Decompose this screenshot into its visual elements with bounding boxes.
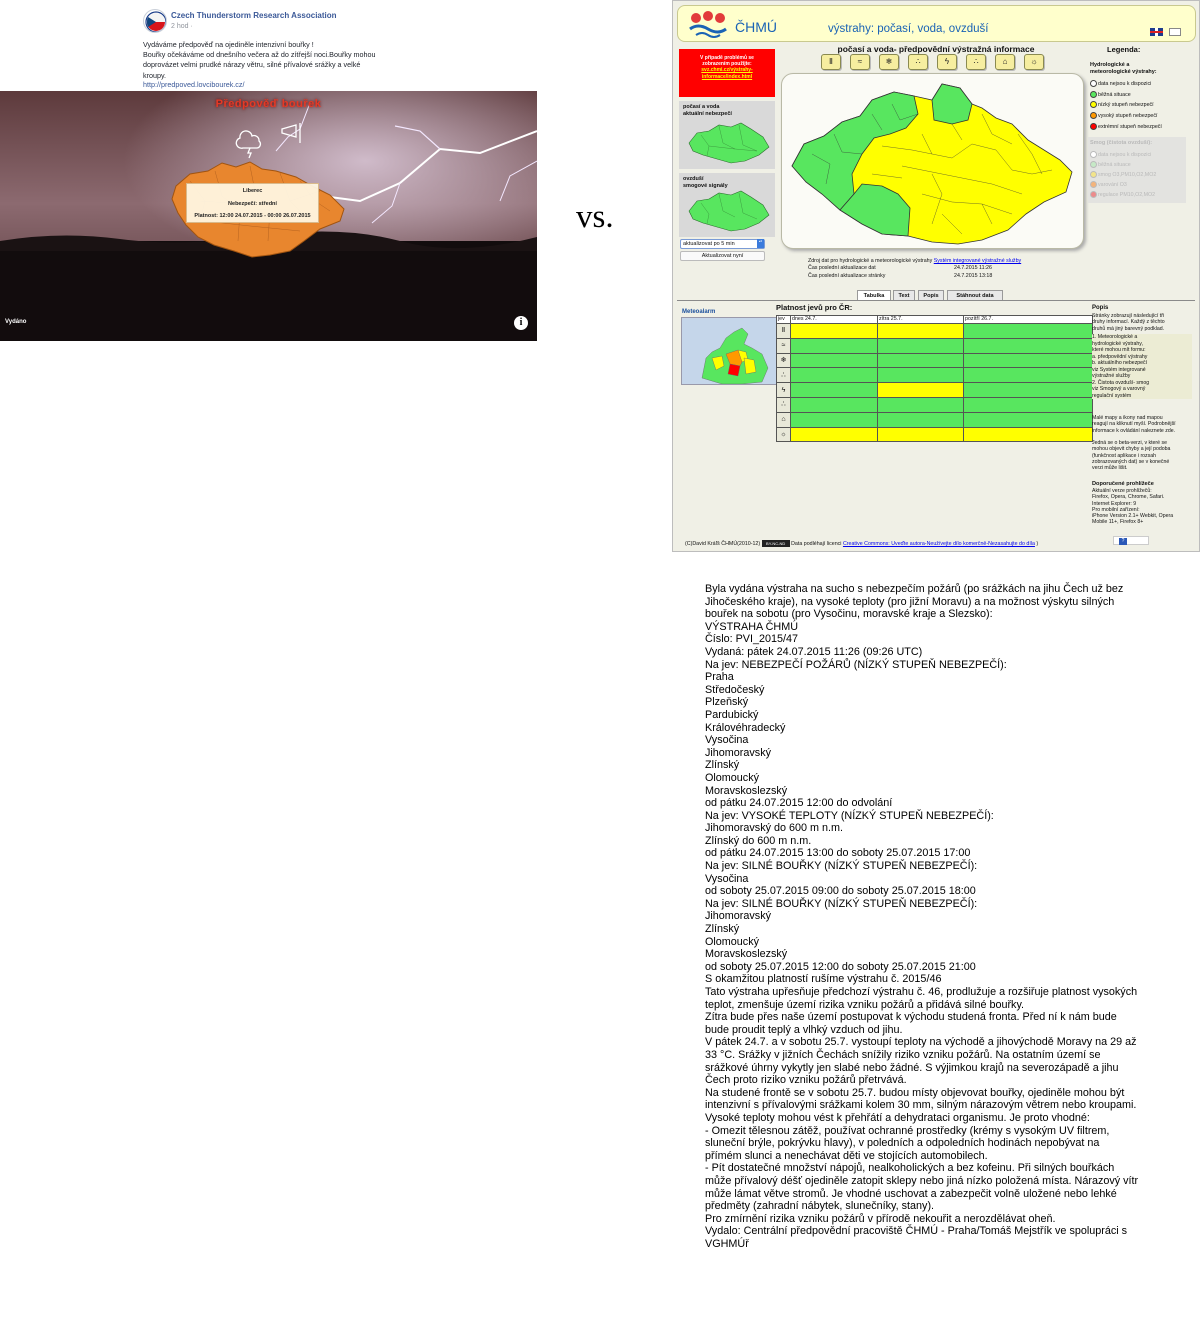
- description-line: Jedná se o beta-verzi, v které se: [1092, 440, 1167, 447]
- bulletin-line: - Pít dostatečné množství nápojů, nealkoholických a bez kofeinu. Při silných bouřkách: [705, 1162, 1115, 1175]
- tab-download[interactable]: Stáhnout data: [947, 290, 1003, 301]
- col-header: jev: [777, 316, 791, 324]
- lightning-icon[interactable]: ϟ: [937, 54, 957, 70]
- fire-icon[interactable]: ☼: [777, 427, 791, 442]
- wind-icon[interactable]: ≈: [850, 54, 870, 70]
- forecast-validity: Platnost: 12:00 24.07.2015 - 00:00 26.07.2015: [194, 213, 311, 219]
- last-data-update-value: 24.7.2015 11:26: [954, 265, 992, 271]
- rain-icon[interactable]: ∴: [966, 54, 986, 70]
- description-line: viz Smogový a varovný: [1092, 386, 1146, 392]
- description-line: 2. Čistota ovzduší- smog: [1092, 379, 1150, 386]
- bulletin-line: Vydalo: Centrální předpovědní pracoviště ČHMÚ - Praha/Tomáš Mejstřík ve spolupráci s: [705, 1225, 1128, 1238]
- status-cell[interactable]: [964, 427, 1093, 442]
- video-player[interactable]: [0, 91, 537, 341]
- table-header-row: [777, 316, 1093, 324]
- bulletin-line: Jihomoravský do 600 m n.m.: [705, 822, 844, 835]
- bulletin-line: od pátku 24.07.2015 13:00 do soboty 25.07.2015 17:00: [705, 847, 971, 860]
- site-footer: (C)David Kráľš ČHMÚ(2010-12) BY-NC-ND Data podléhají licenci Creative Commons: Uveďte autora-Neužívejte dílo komerčně-Nezasahujte do díla ): [685, 540, 1039, 547]
- chmu-logo[interactable]: [688, 9, 728, 39]
- post-text-line: Vydáváme předpověď na ojediněle intenzivní bouřky !: [143, 40, 314, 49]
- bulletin-line: Pardubický: [705, 708, 759, 721]
- legend-heading: Hydrologické a meteorologické výstrahy:: [1090, 62, 1157, 75]
- legend-dot: [1090, 101, 1097, 108]
- description-line: Malé mapy a ikony nad mapou: [1092, 415, 1163, 421]
- legend-dot: [1090, 91, 1097, 98]
- map-title: počasí a voda- předpovědní výstražná informace: [837, 44, 1035, 54]
- bulletin-line: intenzivní s přívalovými srážkami kolem 30 mm, silným nárazovým větrem nebo kroupami.: [705, 1099, 1137, 1112]
- description-line: regulační systém: [1092, 392, 1132, 399]
- mail-icon[interactable]: [1169, 28, 1181, 36]
- bulletin-line: bude proudit teplý a vlhký vzduch od jihu.: [705, 1023, 903, 1036]
- table-row: [777, 324, 1093, 339]
- legend-dot: [1090, 123, 1097, 130]
- description-line: viz Systém integrované: [1092, 366, 1146, 373]
- forecast-info-box: [186, 183, 319, 223]
- thermometer-icon[interactable]: Ⅱ: [777, 324, 791, 339]
- post-text-line: Bouřky očekáváme od dnešního večera až do zítřejší noci.Bouřky mohou: [143, 50, 376, 60]
- bulletin-line: Čech proto riziko vzniku požárů přetrvává.: [705, 1074, 907, 1087]
- description-line: zobrazovaných dat) se v konečné: [1092, 459, 1170, 466]
- description-more: [1092, 415, 1192, 472]
- browsers-list: [1092, 488, 1192, 526]
- tab-description[interactable]: Popis: [918, 290, 944, 301]
- thermometer-icon[interactable]: Ⅱ: [821, 54, 841, 70]
- data-source-row: Zdroj dat pro hydrologické a meteorologické výstrahy Systém integrované výstražné služby: [808, 258, 1022, 264]
- site-name: ČHMÚ: [735, 19, 777, 35]
- status-cell[interactable]: [964, 353, 1093, 368]
- bulletin-line: Moravskoslezský: [705, 948, 788, 961]
- legend-dot: [1090, 80, 1097, 87]
- table-row: [777, 383, 1093, 398]
- video-caption: Vydáno: [5, 319, 27, 325]
- status-cell[interactable]: [878, 397, 964, 412]
- bulletin-line: Zlínský: [705, 759, 740, 772]
- bulletin-line: - Omezit tělesnou zátěž, používat ochranné prostředky (krémy s vysokým UV filtrem,: [705, 1124, 1110, 1137]
- display-problem-box: [679, 49, 775, 97]
- chmu-screenshot: ČHMÚ výstrahy: počasí, voda, ovzduší V případě problémů se zobrazením použijte: svz.chmi.cz/výstrahy- informace/index.html počasí a voda aktuální nebezpečí ovzduší smogové signály aktualizovat po 5 min ▴▾ Aktualizovat nyní počasí a voda- předpovědní výstražná informace Ⅱ ≈ ❄ ∴ ϟ ∴ ⌂ ☼ Legenda: Hydrologické a meteorologické výstrahy: data nejsou k dispozici běžná situace nízký stupeň nebezpečí vysoký stupeň nebezpečí extrémní stupeň nebezpečí Smog (čistota ovzduší): data nejsou k dispozici běžná situace smog O3,PM10,O2,MO2 varování O3 regulace PM10,O2,MO2 Zdroj dat pro hydrologické a meteorologické výstrahy Systém integrované výstražné služby Čas poslední aktualizace dat 24.7.2015 11:26 Čas poslední aktualizace stránky 24.7.2015 13:18 Tabulka Text Popis Stáhnout data Meteoalarm Platnost jevů pro ČR: jev dnes 24.7. zítra 25.7. pozítří 26.7. Ⅱ ≈ ❄ ∴ ϟ ∴ ⌂ ☼ Popis Stránky zobrazují následující tři druhy informací. Každý z těchto druhů má jiný barevný podklad. 1. Meteorologické a hydrologické výstrahy, které mohou mít formu: a. předpovědní výstrahy b. aktuálního nebezpečí viz Systém integrované výstražné služby 2. Čistota ovzduší- smog viz Smogový a varovný regulační systém Malé mapy a ikony nad mapou reagují na kliknutí myší. Podrobnější informace k ovládání naleznete zde. Jedná se o beta-verzi, v které se mohou objevit chyby a její podoba (funkčnost aplikace i rozsah zobrazovaných dat) se v konečné verzi může lišit. Doporučené prohlížeče Aktuální verze prohlížečů: Firefox, Opera, Chrome, Safari. Internet Explorer: 9 Pro mobilní zařízení: iPhone Version 2.1+ Webkit, Opera Mobile 11+, Firefox 8+ (C)David Kráľš ČHMÚ(2010-12) BY-NC-ND Data podléhají licenci Creative Commons: Uveďte autora-Neužívejte dílo komerčně-Nezasahujte do díla ) ?: [672, 0, 1200, 552]
- bulletin-line: Moravskoslezský: [705, 784, 788, 797]
- status-cell[interactable]: [791, 427, 878, 442]
- bulletin-line: Královéhradecký: [705, 721, 786, 734]
- status-cell[interactable]: [791, 397, 878, 412]
- update-interval-select[interactable]: aktualizovat po 5 min ▴▾: [680, 239, 765, 249]
- bulletin-line: Vysočina: [705, 872, 749, 885]
- col-header: pozítří 26.7.: [964, 316, 1093, 324]
- post-timestamp[interactable]: 2 hod ·: [171, 23, 193, 30]
- bulletin-line: teplot, zmenšuje území rizika vzniku požárů a přidává silné bouřky.: [705, 998, 1025, 1011]
- bulletin-line: VGHMÚř: [705, 1237, 749, 1250]
- post-text: [143, 40, 403, 81]
- bulletin-line: může přívalový déšť ojediněle zatopit sklepy nebo jiná nízko položená místa. Nárazový vítr: [705, 1174, 1139, 1187]
- last-data-update-row: Čas poslední aktualizace dat 24.7.2015 11:26: [808, 265, 992, 271]
- status-cell[interactable]: [878, 338, 964, 353]
- status-cell[interactable]: [964, 383, 1093, 398]
- site-header: [677, 5, 1196, 42]
- bulletin-line: Vydaná: pátek 24.07.2015 11:26 (09:26 UTC): [705, 645, 923, 658]
- info-icon[interactable]: i: [514, 316, 528, 330]
- wind-icon[interactable]: ≈: [777, 338, 791, 353]
- mini-map-smog[interactable]: [679, 173, 775, 237]
- license-link[interactable]: Creative Commons: Uveďte autora-Neužívejte dílo komerčně-Nezasahujte do díla: [842, 540, 1035, 547]
- description-line: mohou objevit chyby a její podoba: [1092, 446, 1171, 453]
- bulletin-line: předměty (zahradní nábytek, slunečníky, stany).: [705, 1200, 935, 1213]
- bulletin-line: sluneční brýle, pokrývku hlavy), v poledních a odpoledních hodinách nepobývat na: [705, 1137, 1100, 1150]
- bulletin-line: může lámat větve stromů. Je vhodné uschovat a zabezpečit volně uložené nebo lehké: [705, 1187, 1117, 1200]
- smog-label: ovzduší smogové signály: [683, 176, 728, 189]
- bulletin-line: od soboty 25.07.2015 09:00 do soboty 25.07.2015 18:00: [705, 885, 976, 898]
- description-list: [1092, 334, 1192, 399]
- tab-text[interactable]: Text: [893, 290, 915, 301]
- status-cell[interactable]: [964, 412, 1093, 427]
- smog-panel[interactable]: [679, 173, 775, 237]
- description-line: které mohou mít formu:: [1092, 347, 1146, 353]
- col-header: zítra 25.7.: [878, 316, 964, 324]
- bulletin-line: Na jev: SILNÉ BOUŘKY (NÍZKÝ STUPEŇ NEBEZPEČÍ):: [705, 897, 978, 910]
- description-line: Aktuální verze prohlížečů:: [1092, 488, 1152, 494]
- status-cell[interactable]: [791, 368, 878, 383]
- bulletin-line: Jihomoravský: [705, 910, 771, 923]
- bulletin-line: 33 °C. Srážky v jižních Čechách snížily riziko vzniku požárů. Na ostatním území se: [705, 1048, 1101, 1061]
- post-text-line: doprovázet velmi prudké nárazy větru, silné přívalové srážky a velké: [143, 60, 361, 70]
- status-cell[interactable]: [878, 383, 964, 398]
- bulletin-line: S okamžitou platností rušíme výstrahu č. 2015/46: [705, 973, 942, 986]
- update-now-button[interactable]: Aktualizovat nyní: [680, 251, 765, 261]
- description-line: Firefox, Opera, Chrome, Safari.: [1092, 494, 1165, 501]
- description-line: reagují na kliknutí myší. Podrobnější: [1092, 421, 1176, 428]
- status-cell[interactable]: [878, 412, 964, 427]
- lightning-icon[interactable]: ϟ: [777, 383, 791, 398]
- smog-legend-heading: Smog (čistota ovzduší):: [1090, 140, 1153, 146]
- description-line: hydrologické výstrahy,: [1092, 340, 1143, 347]
- vs-label: vs.: [576, 199, 614, 235]
- status-cell[interactable]: [964, 338, 1093, 353]
- bulletin-line: Na jev: NEBEZPEČÍ POŽÁRŮ (NÍZKÝ STUPEŇ NEBEZPEČÍ):: [705, 658, 1007, 671]
- description-line: výstražné služby: [1092, 373, 1131, 379]
- description-line: b. aktuálního nebezpečí: [1092, 360, 1148, 366]
- table-row: [777, 397, 1093, 412]
- fire-icon[interactable]: ☼: [1024, 54, 1044, 70]
- phenomena-icon-row: [821, 54, 1051, 70]
- bulletin-line: Vysoké teploty mohou vést k přehřátí a dehydrataci organismu. Je proto vhodné:: [705, 1111, 1090, 1124]
- bulletin-line: VÝSTRAHA ČHMÚ: [705, 620, 798, 633]
- site-title: výstrahy: počasí, voda, ovzduší: [828, 23, 989, 35]
- bulletin-line: Středočeský: [705, 683, 765, 696]
- bulletin-line: Jihomoravský: [705, 746, 771, 759]
- bulletin-line: Byla vydána výstraha na sucho s nebezpečím požárů (po srážkách na jihu Čech už bez: [705, 583, 1124, 595]
- status-cell[interactable]: [878, 427, 964, 442]
- snow-icon[interactable]: ❄: [777, 353, 791, 368]
- table-row: [777, 427, 1093, 442]
- divider: [677, 300, 1195, 301]
- description-line: Mobile 11+, Firefox 8+: [1092, 519, 1144, 526]
- legend-dot: [1090, 112, 1097, 119]
- bulletin-line: Zítra bude přes naše území postupovat k východu studená fronta. Před ní k nám bude: [705, 1011, 1117, 1024]
- status-cell[interactable]: [791, 412, 878, 427]
- forecast-region: Liberec: [242, 188, 263, 194]
- description-line: Internet Explorer: 9: [1092, 500, 1137, 507]
- warning-map[interactable]: [781, 73, 1084, 249]
- bulletin-line: od pátku 24.07.2015 12:00 do odvolání: [705, 797, 893, 810]
- description-line: iPhone Version 2.1+ Webkit, Opera: [1092, 513, 1174, 520]
- legend-title: Legenda:: [1107, 45, 1141, 54]
- bulletin-line: Plzeňský: [705, 696, 749, 709]
- status-cell[interactable]: [791, 324, 878, 339]
- bulletin-line: srážkové úhrny vykytly jen slabé nebo žádné. S výjimkou krajů na severozápadě a jihu: [705, 1061, 1119, 1074]
- meteoalarm-map[interactable]: [681, 317, 778, 385]
- status-cell[interactable]: [791, 338, 878, 353]
- rain-icon[interactable]: ∴: [777, 397, 791, 412]
- sivs-link[interactable]: Systém integrované výstražné služby: [933, 258, 1022, 264]
- description-line: 1. Meteorologické a: [1092, 334, 1138, 340]
- current-danger-label: počasí a voda aktuální nebezpečí: [683, 104, 732, 117]
- bulletin-line: Na jev: SILNÉ BOUŘKY (NÍZKÝ STUPEŇ NEBEZPEČÍ):: [705, 860, 978, 873]
- flood-icon[interactable]: ⌂: [995, 54, 1015, 70]
- table-row: [777, 338, 1093, 353]
- bulletin-line: V pátek 24.7. a v sobotu 25.7. vystoupí teploty na východě a jihovýchodě Moravy na 29 až: [705, 1036, 1137, 1049]
- status-cell[interactable]: [878, 368, 964, 383]
- mini-map-current[interactable]: [679, 101, 775, 169]
- problem-text: zobrazením použijte:: [702, 61, 752, 68]
- validity-table: [776, 315, 1093, 442]
- description-line: Pro mobilní zařízení:: [1092, 506, 1140, 513]
- description-title: Popis: [1092, 305, 1109, 311]
- bulletin-line: Vysočina: [705, 734, 749, 747]
- last-page-update-row: Čas poslední aktualizace stránky 24.7.2015 13:18: [808, 273, 993, 279]
- bulletin-line: Tato výstraha upřesňuje předchozí výstrahu č. 46, prodlužuje a rozšiřuje platnost vysokých: [705, 986, 1138, 998]
- table-title: Platnost jevů pro ČR:: [776, 303, 853, 312]
- bulletin-line: Praha: [705, 671, 734, 684]
- status-cell[interactable]: [964, 324, 1093, 339]
- ice-icon[interactable]: ∴: [908, 54, 928, 70]
- last-page-update-value: 24.7.2015 13:18: [954, 273, 993, 279]
- description-line: a. předpovědní výstrahy: [1092, 353, 1148, 360]
- post-link[interactable]: http://predpoved.lovcibourek.cz/: [143, 80, 245, 89]
- description-line: (funkčnost aplikace i rozsah: [1092, 452, 1157, 459]
- current-danger-panel[interactable]: [679, 101, 775, 169]
- fallback-link[interactable]: informace/index.html: [701, 73, 753, 80]
- status-cell[interactable]: [964, 397, 1093, 412]
- cc-license-badge[interactable]: BY-NC-ND: [762, 540, 790, 547]
- bulletin-line: Zlínský do 600 m n.m.: [705, 834, 812, 847]
- forecast-danger: Nebezpečí: střední: [228, 201, 277, 207]
- status-cell[interactable]: [791, 353, 878, 368]
- bulletin-line: Olomoucký: [705, 771, 760, 784]
- status-cell[interactable]: [878, 353, 964, 368]
- page-name-link[interactable]: Czech Thunderstorm Research Association: [171, 11, 337, 20]
- video-title: Předpověď bouřek: [215, 98, 322, 110]
- bulletin-line: Olomoucký: [705, 935, 760, 948]
- table-row: [777, 353, 1093, 368]
- description-line: verzi může lišit.: [1092, 465, 1128, 472]
- bulletin-line: Číslo: PVI_2015/47: [705, 633, 799, 646]
- warning-bulletin-text: [705, 583, 1185, 1250]
- fallback-link[interactable]: svz.chmi.cz/výstrahy-: [701, 67, 753, 74]
- bulletin-line: Zlínský: [705, 923, 740, 936]
- smog-legend: Smog (čistota ovzduší): data nejsou k dispozici běžná situace smog O3,PM10,O2,MO2 varování O3 regulace PM10,O2,MO2: [1088, 137, 1186, 203]
- page-avatar[interactable]: [143, 9, 167, 33]
- snow-icon[interactable]: ❄: [879, 54, 899, 70]
- status-cell[interactable]: [964, 368, 1093, 383]
- tab-table[interactable]: Tabulka: [857, 290, 891, 301]
- bulletin-line: bouřek na sobotu (pro Vysočinu, moravské kraje a Slezsko):: [705, 608, 993, 621]
- problem-text: V případě problémů se: [700, 55, 754, 61]
- table-row: [777, 368, 1093, 383]
- meteoalarm-title: Meteoalarm: [682, 309, 716, 315]
- ice-icon[interactable]: ∴: [777, 368, 791, 383]
- description-intro: Stránky zobrazují následující tři druhy informací. Každý z těchto druhů má jiný barevný podklad.: [1092, 313, 1165, 332]
- description-line: informace k ovládání naleznete zde.: [1092, 427, 1176, 434]
- fb-post-header: [143, 9, 403, 35]
- english-flag-icon[interactable]: [1150, 28, 1163, 36]
- bulletin-line: Na studené frontě se v sobotu 25.7. budou místy objevovat bouřky, ojediněle mohou být: [705, 1086, 1125, 1099]
- post-text-line: kroupy.: [143, 70, 167, 80]
- bulletin-line: od soboty 25.07.2015 12:00 do soboty 25.07.2015 21:00: [705, 960, 976, 973]
- bulletin-line: Na jev: VYSOKÉ TEPLOTY (NÍZKÝ STUPEŇ NEBEZPEČÍ):: [705, 809, 994, 822]
- table-row: [777, 412, 1093, 427]
- status-cell[interactable]: [878, 324, 964, 339]
- status-cell[interactable]: [791, 383, 878, 398]
- col-header: dnes 24.7.: [791, 316, 878, 324]
- bulletin-line: přímém slunci a nenechávat děti ve stojících automobilech.: [705, 1149, 988, 1162]
- bulletin-line: Jihočeského kraje), na vysoké teploty (pro jižní Moravu) a na možnost výskytu silných: [705, 595, 1115, 608]
- bulletin-line: Pro zmírnění rizika vzniku požárů v přírodě nekouřit a nerozdělávat oheň.: [705, 1212, 1056, 1225]
- flood-icon[interactable]: ⌂: [777, 412, 791, 427]
- help-icon[interactable]: [1113, 536, 1149, 545]
- browsers-title: Doporučené prohlížeče: [1092, 481, 1154, 487]
